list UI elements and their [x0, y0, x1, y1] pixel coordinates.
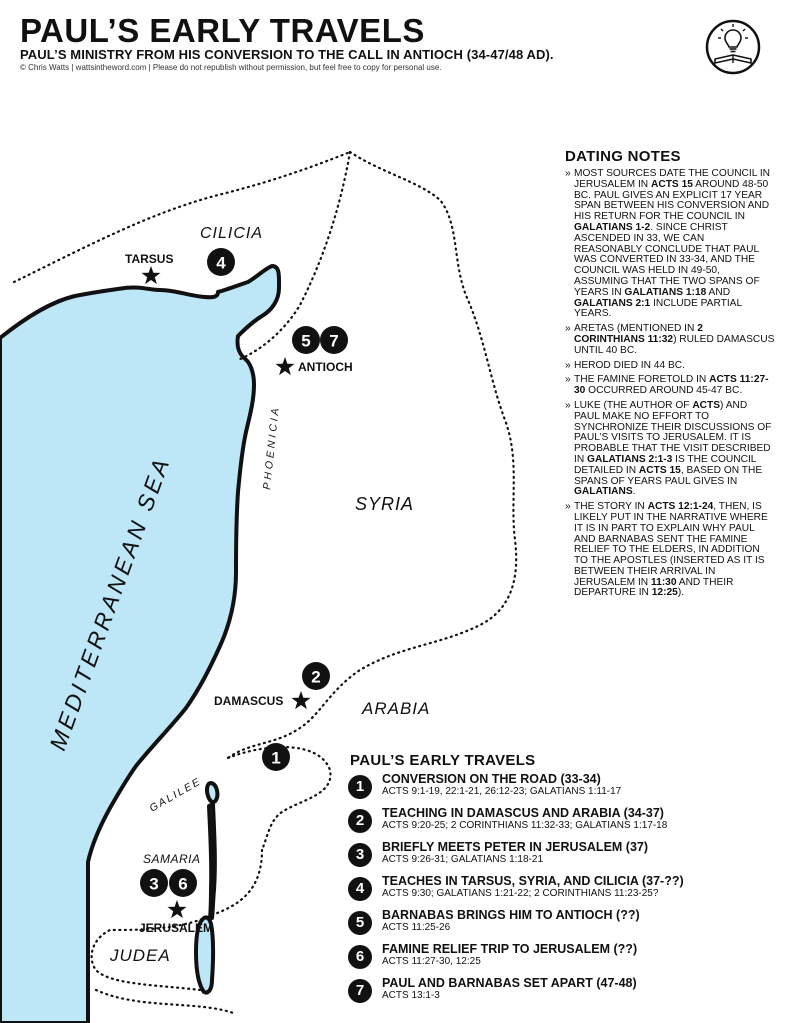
scripture-reference: ACTS 12:1-24 [647, 501, 714, 513]
note-text: MOST SOURCES DATE THE COUNCIL IN JERUSALEM IN [574, 168, 771, 190]
damascus-star [292, 691, 311, 709]
region-label-samaria: SAMARIA [143, 852, 201, 866]
scripture-reference: ACTS [692, 399, 721, 411]
marker-2: 2 [311, 667, 321, 687]
legend-number-badge: 1 [348, 775, 372, 799]
note-text: INCLUDE PARTIAL YEARS. [574, 297, 742, 320]
scripture-reference: 2 CORINTHIANS 11:32 [574, 323, 703, 345]
legend-item [348, 773, 778, 807]
legend-item [348, 807, 778, 841]
sea-label: MEDITERRANEAN SEA [44, 452, 176, 754]
scripture-reference: GALATIANS 1:18 [624, 286, 707, 298]
note-text: OCCURRED AROUND 45-47 BC. [585, 385, 743, 397]
scripture-reference: GALATIANS 2:1-3 [587, 453, 673, 465]
scripture-reference: ACTS 11:27-30 [574, 374, 769, 397]
legend-number-badge: 5 [348, 911, 372, 935]
page-subtitle: PAUL’S MINISTRY FROM HIS CONVERSION TO THE CALL IN ANTIOCH (34-47/48 AD). [20, 47, 554, 62]
marker-6: 6 [178, 874, 188, 894]
legend-heading: PAUL’S EARLY TRAVELS [350, 752, 536, 769]
jerusalem-star [168, 900, 187, 918]
note-text: LUKE (THE AUTHOR OF [574, 399, 693, 411]
marker-4: 4 [216, 253, 226, 273]
page-title: PAUL’S EARLY TRAVELS [20, 12, 425, 49]
note-text: . SINCE CHRIST ASCENDED IN 33, WE CAN REASONABLY CONCLUDE THAT PAUL WAS CONVERTED IN 33-34, AND THE COUNCIL WAS HELD IN 49-50, ASSUMING THAT THE TWO SPANS OF YEARS IN [574, 221, 760, 298]
antioch-star [276, 357, 295, 375]
dating-notes [565, 148, 775, 603]
scripture-reference: GALATIANS 2:1 [574, 297, 651, 309]
legend-item-title: TEACHES IN TARSUS, SYRIA, AND CILICIA (37-??) [382, 874, 684, 888]
legend-item-references: ACTS 9:20-25; 2 CORINTHIANS 11:32-33; GALATIANS 1:17-18 [382, 820, 668, 831]
city-label-jerusalem: JERUSALEM [139, 921, 214, 935]
dating-note-item [565, 502, 775, 599]
dating-note-item [565, 375, 775, 397]
legend-item [348, 841, 778, 875]
region-label-phoenicia: PHOENICIA [261, 404, 282, 491]
legend-item-title: TEACHING IN DAMASCUS AND ARABIA (34-37) [382, 806, 664, 820]
travels-legend [348, 752, 778, 1011]
dating-note-item [565, 361, 775, 372]
jordan-river [207, 783, 217, 918]
legend-item-references: ACTS 11:25-26 [382, 922, 451, 933]
legend-item-references: ACTS 13:1-3 [382, 990, 440, 1001]
note-text: HEROD DIED IN 44 BC. [574, 359, 685, 371]
scripture-reference: GALATIANS 1-2 [574, 221, 651, 233]
marker-7: 7 [329, 331, 339, 351]
dating-notes-list [565, 169, 775, 599]
header [20, 14, 710, 72]
legend-number-badge: 6 [348, 945, 372, 969]
legend-item [348, 977, 778, 1011]
scripture-reference: ACTS 15 [638, 464, 681, 476]
marker-5: 5 [301, 331, 311, 351]
city-label-antioch: ANTIOCH [298, 360, 353, 374]
lightbulb-book-icon [705, 19, 761, 75]
marker-1: 1 [271, 748, 281, 768]
city-label-tarsus: TARSUS [125, 252, 174, 266]
scripture-reference: GALATIANS [574, 486, 633, 498]
note-text: , BASED ON THE SPANS OF YEARS PAUL GIVES IN [574, 464, 763, 487]
cilicia-border [14, 152, 350, 282]
dating-note-item [565, 169, 775, 320]
south-border [96, 990, 236, 1014]
note-text: ARETAS (MENTIONED IN [574, 323, 698, 335]
legend-item-title: BARNABAS BRINGS HIM TO ANTIOCH (??) [382, 908, 640, 922]
legend-item [348, 943, 778, 977]
legend-item-references: ACTS 9:30; GALATIANS 1:21-22; 2 CORINTHIANS 11:23-25? [382, 888, 659, 899]
legend-number-badge: 3 [348, 843, 372, 867]
legend-item-title: BRIEFLY MEETS PETER IN JERUSALEM (37) [382, 840, 649, 854]
note-text: ) AND PAUL MAKE NO EFFORT TO SYNCHRONIZE THEIR DISCUSSIONS OF PAUL’S VISITS TO JERUSALEM. IT IS PROBABLE THAT THE VISIT DESCRIBED IN [574, 399, 772, 465]
legend-item-title: CONVERSION ON THE ROAD (33-34) [382, 772, 601, 786]
legend-number-badge: 2 [348, 809, 372, 833]
region-label-arabia: ARABIA [362, 699, 431, 718]
note-text: AND THEIR DEPARTURE IN [574, 576, 734, 599]
legend-item-references: ACTS 9:26-31; GALATIANS 1:18-21 [382, 854, 544, 865]
legend-item [348, 875, 778, 909]
note-text: IS THE COUNCIL DETAILED IN [574, 453, 757, 476]
city-label-damascus: DAMASCUS [214, 694, 284, 708]
legend-item [348, 909, 778, 943]
note-text: ) RULED DAMASCUS UNTIL 40 BC. [574, 333, 775, 356]
scripture-reference: ACTS 15 [651, 178, 693, 190]
region-label-cilicia: CILICIA [200, 225, 264, 242]
mediterranean-sea [0, 266, 279, 1023]
dating-note-item [565, 324, 775, 356]
scripture-reference: 12:25 [651, 587, 678, 599]
legend-number-badge: 7 [348, 979, 372, 1003]
credit-line: © Chris Watts | wattsintheword.com | Please do not republish without permission, but feel free to copy for personal use. [20, 63, 442, 72]
note-text: . [632, 486, 636, 498]
note-text: AROUND 48-50 BC. PAUL GIVES AN EXPLICIT 17 YEAR SPAN BETWEEN HIS CONVERSION AND HIS RETURN FOR THE COUNCIL IN [574, 178, 770, 223]
region-label-galilee: GALILEE [147, 775, 204, 815]
note-text: ). [677, 587, 685, 599]
marker-3: 3 [149, 874, 159, 894]
scripture-reference: 11:30 [651, 576, 677, 588]
dating-note-item [565, 401, 775, 498]
dating-notes-heading: DATING NOTES [565, 148, 681, 165]
note-text: AND [706, 286, 731, 298]
legend-list [348, 773, 778, 1011]
legend-item-references: ACTS 9:1-19, 22:1-21, 26:12-23; GALATIANS 1:11-17 [382, 786, 622, 797]
note-text: , THEN, IS LIKELY PUT IN THE NARRATIVE WHERE IT IS IN PART TO EXPLAIN WHY PAUL AND BARNABAS SENT THE FAMINE RELIEF TO THE ELDERS, IN ADDITION TO THE APOSTLES (INSERTED AS IT IS BETWEEN THEIR ARRIVAL IN JERUSALEM IN [574, 501, 768, 588]
legend-item-title: FAMINE RELIEF TRIP TO JERUSALEM (??) [382, 942, 638, 956]
legend-number-badge: 4 [348, 877, 372, 901]
note-text: THE FAMINE FORETOLD IN [574, 374, 710, 386]
note-text: THE STORY IN [574, 501, 648, 513]
tarsus-star [142, 266, 161, 284]
region-label-judea: JUDEA [110, 946, 171, 965]
region-label-syria: SYRIA [355, 494, 415, 514]
legend-item-references: ACTS 11:27-30, 12:25 [382, 956, 481, 967]
legend-item-title: PAUL AND BARNABAS SET APART (47-48) [382, 976, 637, 990]
